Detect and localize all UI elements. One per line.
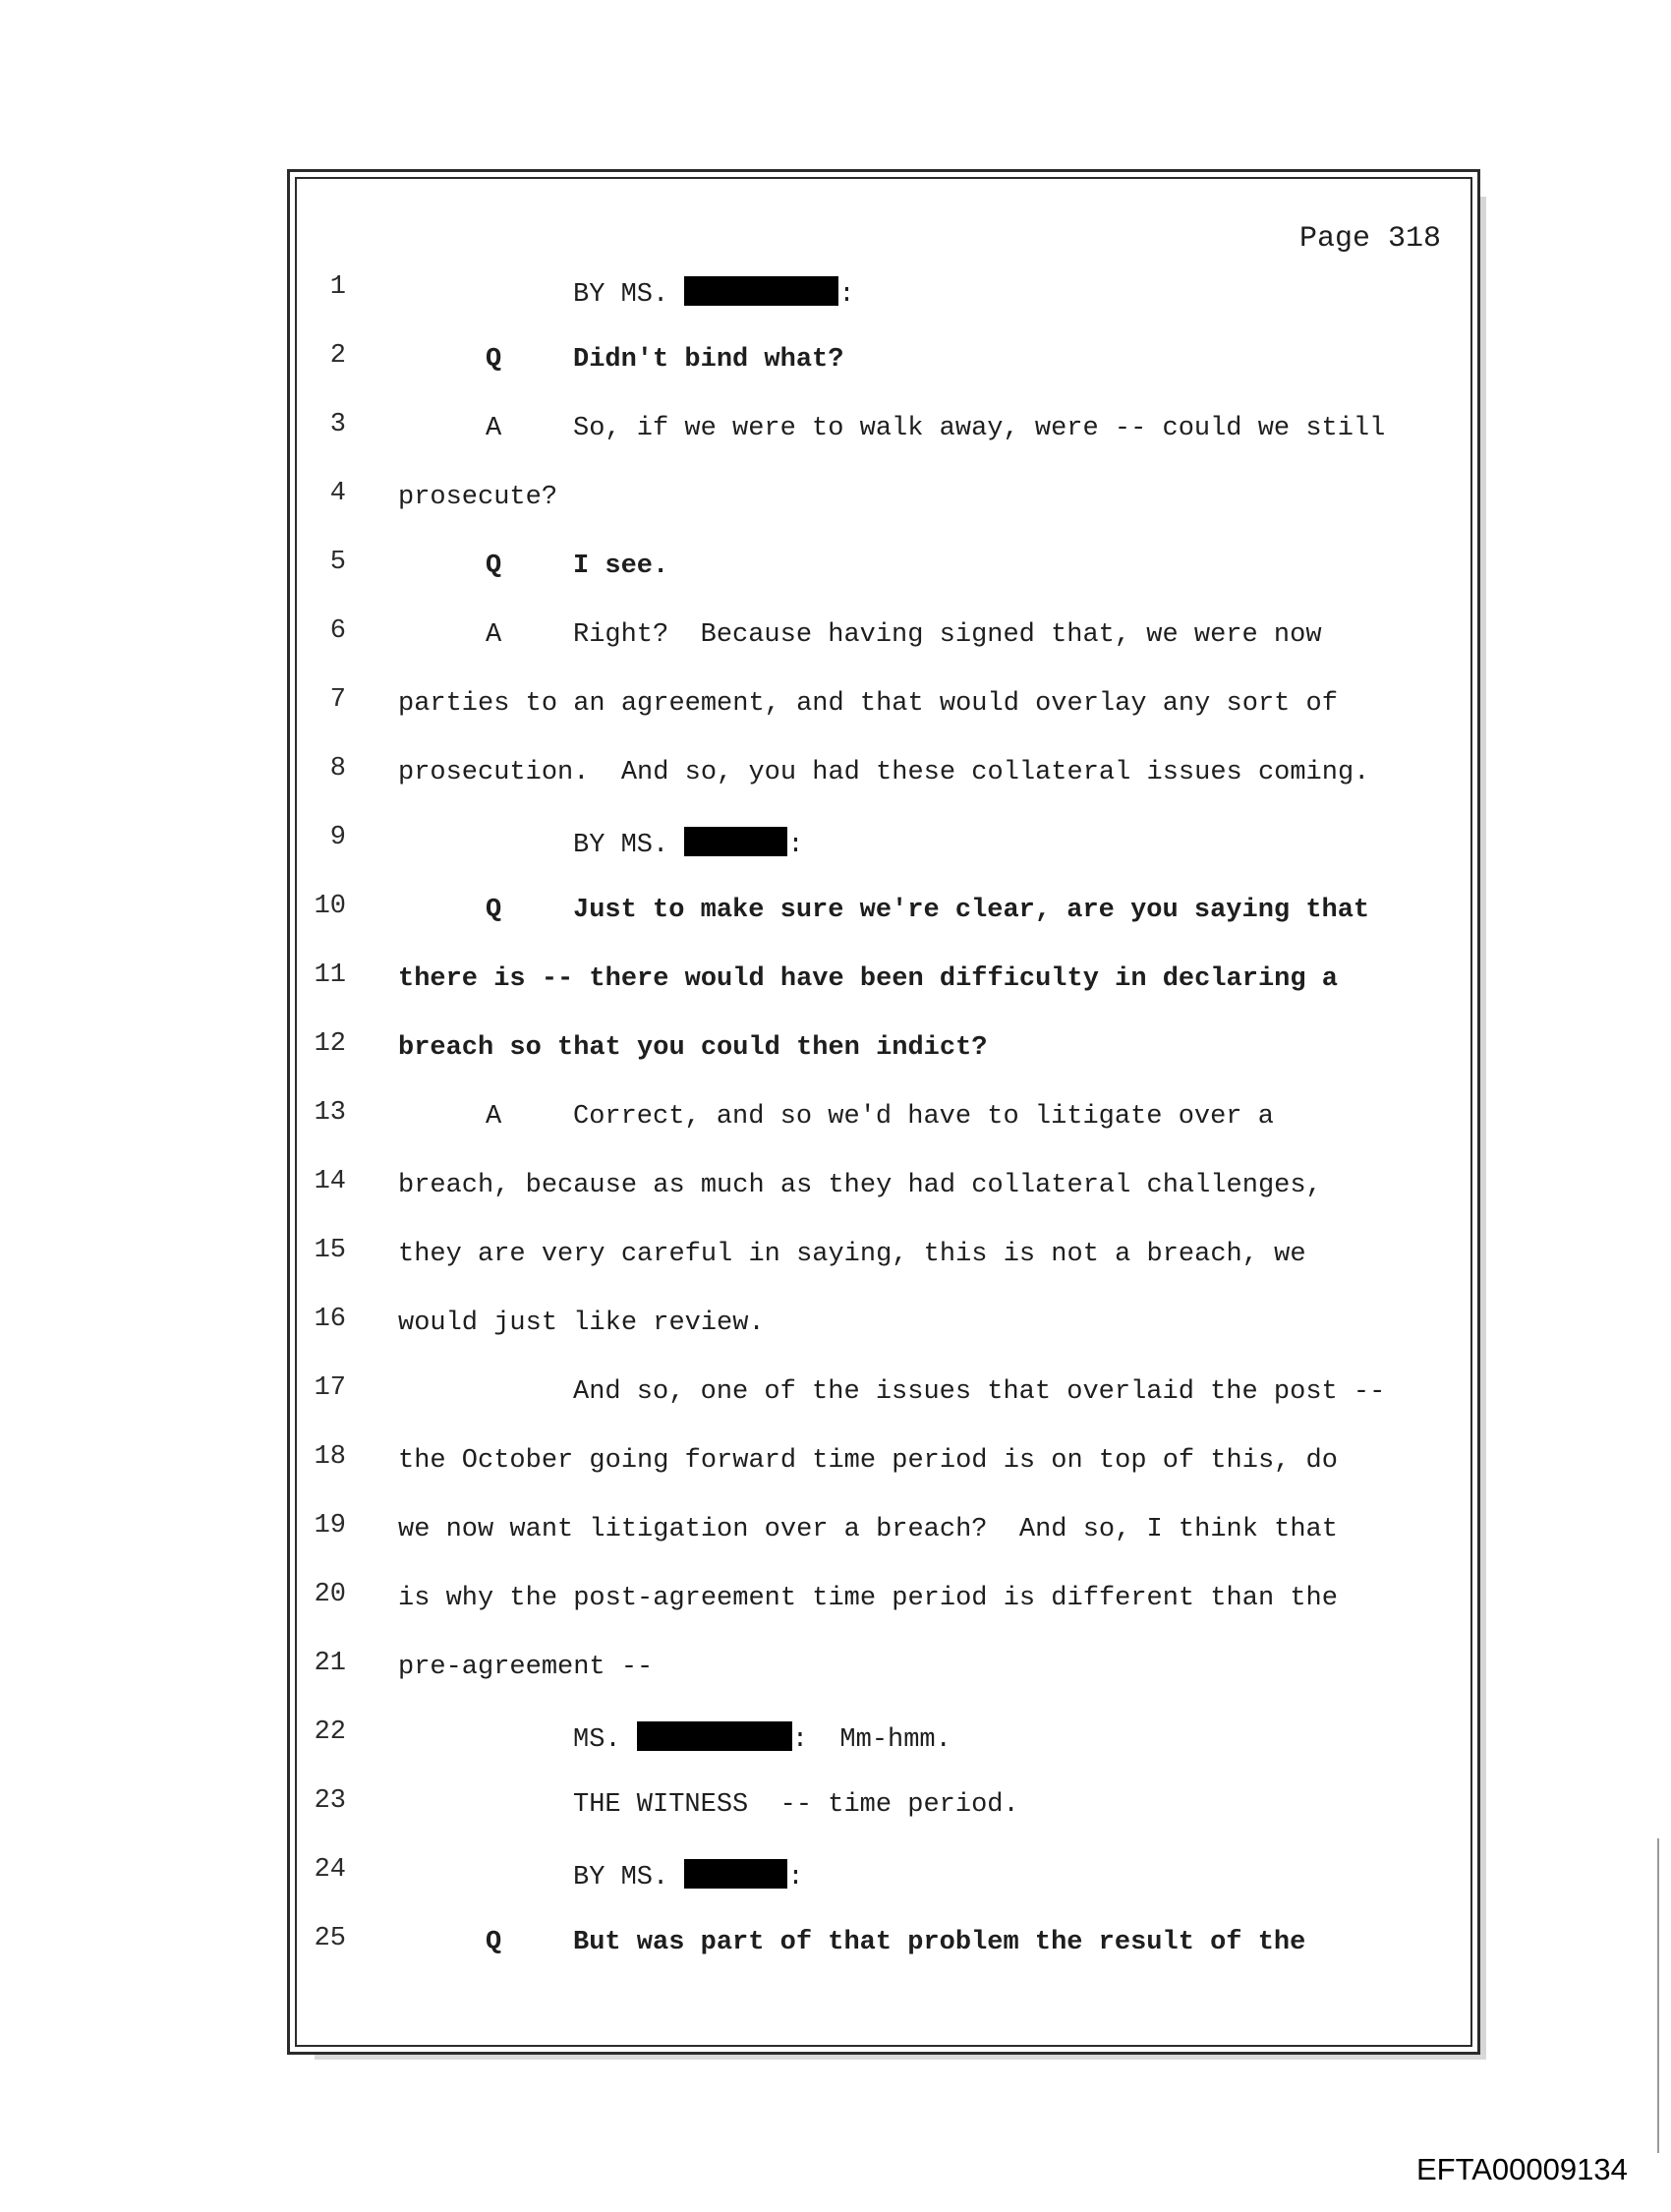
line-number: 4 (329, 479, 346, 508)
transcript-text: parties to an agreement, and that would overlay any sort of (398, 689, 1338, 719)
redaction-block (637, 1721, 792, 1751)
transcript-line (573, 1721, 951, 1755)
examiner-label: BY MS. (573, 1863, 685, 1892)
answer-text: Right? Because having signed that, we were now (573, 620, 1322, 650)
line-suffix: : (787, 1863, 804, 1892)
speaker-marker: A (486, 414, 502, 443)
speaker-marker: Q (486, 552, 502, 581)
speaker-marker: Q (486, 1928, 502, 1957)
page-shadow-bottom (315, 2055, 1486, 2060)
redaction-block (684, 827, 787, 856)
line-number: 19 (314, 1511, 346, 1541)
question-text: I see. (573, 552, 669, 581)
line-suffix: : (838, 280, 855, 310)
speaker-label: MS. (573, 1725, 637, 1755)
transcript-line (573, 1859, 804, 1892)
line-number: 24 (314, 1855, 346, 1885)
line-number: 22 (314, 1717, 346, 1747)
transcript-line (573, 276, 855, 310)
transcript-text: THE WITNESS -- time period. (573, 1790, 1019, 1820)
transcript-line (573, 827, 804, 860)
answer-text: So, if we were to walk away, were -- could we still (573, 414, 1386, 443)
line-number: 17 (314, 1373, 346, 1403)
line-number: 3 (329, 410, 346, 439)
speaker-marker: A (486, 620, 502, 650)
transcript-text: would just like review. (398, 1309, 765, 1338)
line-number: 12 (314, 1029, 346, 1059)
speaker-marker: Q (486, 345, 502, 375)
line-number: 5 (329, 548, 346, 577)
line-suffix: : (787, 831, 804, 860)
question-text: there is -- there would have been difficulty in declaring a (398, 964, 1338, 994)
redaction-block (684, 1859, 787, 1889)
speaker-marker: Q (486, 896, 502, 925)
line-number: 11 (314, 960, 346, 990)
scan-edge-mark (1657, 1838, 1659, 2153)
line-number: 13 (314, 1098, 346, 1128)
line-number: 25 (314, 1924, 346, 1953)
transcript-text: breach, because as much as they had collateral challenges, (398, 1171, 1322, 1200)
redaction-block (684, 276, 838, 306)
transcript-text: prosecution. And so, you had these collateral issues coming. (398, 758, 1370, 787)
transcript-text: the October going forward time period is on top of this, do (398, 1446, 1338, 1476)
line-number: 8 (329, 754, 346, 784)
line-number: 23 (314, 1786, 346, 1816)
transcript-text: we now want litigation over a breach? And so, I think that (398, 1515, 1338, 1544)
transcript-text: is why the post-agreement time period is different than the (398, 1584, 1338, 1613)
bates-number: EFTA00009134 (1416, 2152, 1628, 2186)
examiner-label: BY MS. (573, 831, 685, 860)
transcript-text: prosecute? (398, 483, 558, 512)
question-text: Just to make sure we're clear, are you saying that (573, 896, 1370, 925)
transcript-text: And so, one of the issues that overlaid the post -- (573, 1377, 1386, 1407)
answer-text: Correct, and so we'd have to litigate over a (573, 1102, 1274, 1132)
line-number: 18 (314, 1442, 346, 1472)
page-shadow-right (1480, 197, 1486, 2060)
question-text: But was part of that problem the result of the (573, 1928, 1306, 1957)
page-number: Page 318 (1299, 222, 1442, 256)
line-number: 20 (314, 1580, 346, 1609)
line-number: 15 (314, 1236, 346, 1265)
line-number: 1 (329, 272, 346, 302)
examiner-label: BY MS. (573, 280, 685, 310)
line-number: 21 (314, 1649, 346, 1678)
question-text: Didn't bind what? (573, 345, 844, 375)
line-number: 7 (329, 685, 346, 715)
line-number: 6 (329, 616, 346, 646)
transcript-text: pre-agreement -- (398, 1653, 654, 1682)
speaker-marker: A (486, 1102, 502, 1132)
line-suffix: : Mm-hmm. (791, 1725, 951, 1755)
transcript-text: they are very careful in saying, this is not a breach, we (398, 1240, 1306, 1269)
line-number: 16 (314, 1305, 346, 1334)
line-number: 14 (314, 1167, 346, 1196)
line-number: 9 (329, 823, 346, 852)
line-number: 2 (329, 341, 346, 371)
line-number: 10 (314, 892, 346, 921)
question-text: breach so that you could then indict? (398, 1033, 988, 1063)
